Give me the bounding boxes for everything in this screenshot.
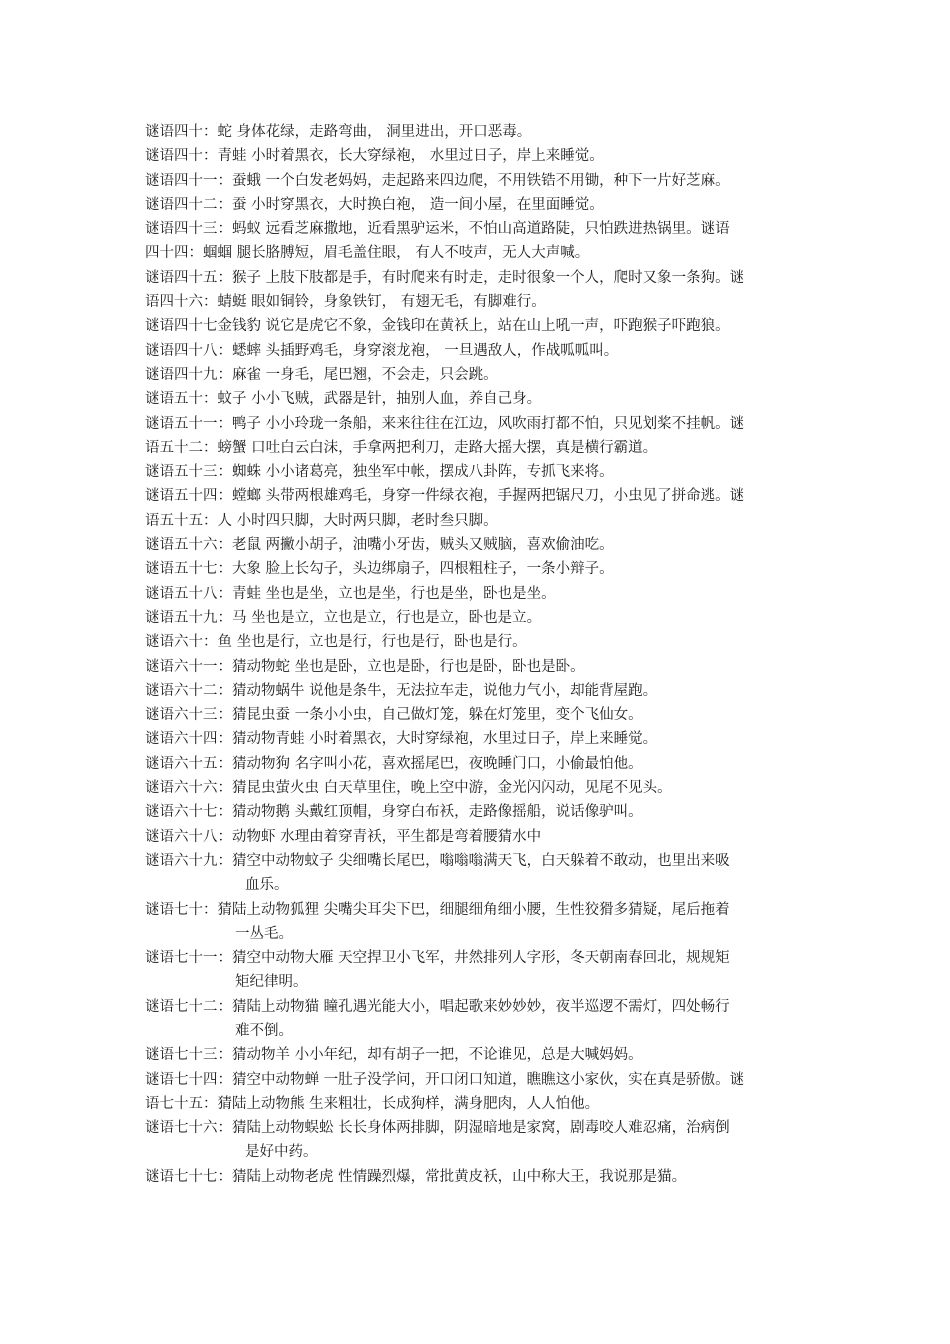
text-line: 谜语四十三：蚂蚁 远看芝麻撒地，近看黑驴运米，不怕山高道路陡，只怕跌进热锅里。谜语: [145, 221, 730, 238]
text-line: 谜语七十：猜陆上动物狐狸 尖嘴尖耳尖下巴，细腿细角细小腰，生性狡猾多猜疑，尾后拖着: [145, 901, 730, 918]
text-line: 谜语五十一：鸭子 小小玲珑一条船，来来往往在江边，风吹雨打都不怕，只见划桨不挂帆。谜: [145, 415, 745, 432]
text-line: 谜语四十九：麻雀 一身毛，尾巴翘，不会走，只会跳。: [145, 366, 498, 383]
text-line: 谜语七十三：猜动物羊 小小年纪，却有胡子一把，不论谁见，总是大喊妈妈。: [145, 1047, 643, 1064]
text-line: 谜语七十六：猜陆上动物蜈蚣 长长身体两排脚，阴湿暗地是家窝，剧毒咬人难忍痛，治病倒: [145, 1120, 730, 1137]
text-line: 谜语七十四：猜空中动物蝉 一肚子没学问，开口闭口知道，瞧瞧这小家伙，实在真是骄傲。谜: [145, 1071, 745, 1088]
text-line: 谜语七十七：猜陆上动物老虎 性情躁烈爆，常批黄皮袄，山中称大王，我说那是猫。: [145, 1168, 687, 1185]
text-line: 语五十五：人 小时四只脚，大时两只脚，老时叁只脚。: [145, 512, 498, 529]
text-line: 谜语七十一：猜空中动物大雁 天空捍卫小飞军，井然排列人字形，冬天朝南春回北，规规矩: [145, 950, 730, 967]
text-line: 谜语六十四：猜动物青蛙 小时着黑衣，大时穿绿袍，水里过日子，岸上来睡觉。: [145, 731, 658, 748]
text-line: 语七十五：猜陆上动物熊 生来粗壮，长成狗样，满身肥肉，人人怕他。: [145, 1095, 600, 1112]
text-line: 谜语五十七：大象 脸上长勾子，头边绑扇子，四根粗柱子，一条小辩子。: [145, 561, 614, 578]
text-line: 谜语五十三：蜘蛛 小小诸葛亮，独坐军中帐，摆成八卦阵，专抓飞来将。: [145, 464, 614, 481]
text-line-continuation: 矩纪律明。: [235, 974, 308, 991]
text-line: 语四十六：蜻蜓 眼如铜铃，身象铁钉， 有翅无毛，有脚难行。: [145, 294, 546, 311]
text-line: 谜语七十二：猜陆上动物猫 瞳孔遇光能大小，唱起歌来妙妙妙，夜半巡逻不需灯，四处畅行: [145, 998, 730, 1015]
text-line: 谜语四十八：蟋蟀 头插野鸡毛，身穿滚龙袍， 一旦遇敌人，作战呱呱叫。: [145, 342, 619, 359]
text-line: 谜语五十九：马 坐也是立，立也是立，行也是立，卧也是立。: [145, 609, 542, 626]
text-line: 谜语六十九：猜空中动物蚊子 尖细嘴长尾巴，嗡嗡嗡满天飞，白天躲着不敢动，也里出来吸: [145, 852, 730, 869]
text-line-continuation: 难不倒。: [235, 1022, 293, 1039]
text-line: 谜语六十八：动物虾 水理由着穿青袄，平生都是弯着腰猜水中: [145, 828, 542, 845]
document-body: [145, 120, 810, 1189]
text-line-continuation: 是好中药。: [245, 1144, 318, 1161]
text-line-continuation: 血乐。: [245, 877, 289, 894]
text-line: 谜语四十：青蛙 小时着黑衣，长大穿绿袍， 水里过日子，岸上来睡觉。: [145, 148, 604, 165]
text-line: 谜语六十一：猜动物蛇 坐也是卧，立也是卧，行也是卧，卧也是卧。: [145, 658, 585, 675]
text-line: 谜语四十一：蚕蛾 一个白发老妈妈，走起路来四边爬，不用铁锆不用锄，种下一片好芝麻。: [145, 172, 730, 189]
text-line: 谜语五十六：老鼠 两撇小胡子，油嘴小牙齿，贼头又贼脑，喜欢偷油吃。: [145, 537, 614, 554]
text-line: 语五十二：螃蟹 口吐白云白沫，手拿两把利刀，走路大摇大摆，真是横行霸道。: [145, 439, 658, 456]
text-line-continuation: 一丛毛。: [235, 925, 293, 942]
text-line: 谜语五十八：青蛙 坐也是坐，立也是坐，行也是坐，卧也是坐。: [145, 585, 556, 602]
text-line: 谜语六十五：猜动物狗 名字叫小花，喜欢摇尾巴，夜晚睡门口，小偷最怕他。: [145, 755, 643, 772]
text-line: 谜语六十：鱼 坐也是行，立也是行，行也是行，卧也是行。: [145, 634, 527, 651]
text-line: 谜语四十五：猴子 上肢下肢都是手，有时爬来有时走，走时很象一个人，爬时又象一条狗。谜: [145, 269, 745, 286]
text-line: 谜语六十七：猜动物鹅 头戴红顶帽，身穿白布袄，走路像摇船，说话像驴叫。: [145, 804, 643, 821]
text-line: 谜语四十七金钱豹 说它是虎它不象，金钱印在黄袄上，站在山上吼一声，吓跑猴子吓跑狼。: [145, 318, 730, 335]
text-line: 谜语五十四：螳螂 头带两根雄鸡毛，身穿一件绿衣袍，手握两把锯尺刀，小虫见了拼命逃。谜: [145, 488, 745, 505]
text-line: 四十四：蝈蝈 腿长胳膊短，眉毛盖住眼， 有人不吱声，无人大声喊。: [145, 245, 590, 262]
text-line: 谜语四十二：蚕 小时穿黑衣，大时换白袍， 造一间小屋，在里面睡觉。: [145, 196, 604, 213]
text-line: 谜语六十二：猜动物蜗牛 说他是条牛，无法拉车走，说他力气小，却能背屋跑。: [145, 682, 658, 699]
text-line: 谜语五十：蚊子 小小飞贼，武器是针，抽别人血，养自己身。: [145, 391, 542, 408]
text-line: 谜语六十三：猜昆虫蚕 一条小小虫，自己做灯笼，躲在灯笼里，变个飞仙女。: [145, 707, 643, 724]
text-line: 谜语六十六：猜昆虫萤火虫 白天草里住，晚上空中游，金光闪闪动，见尾不见头。: [145, 780, 672, 797]
text-line: 谜语四十：蛇 身体花绿，走路弯曲， 洞里进出，开口恶毒。: [145, 124, 532, 140]
